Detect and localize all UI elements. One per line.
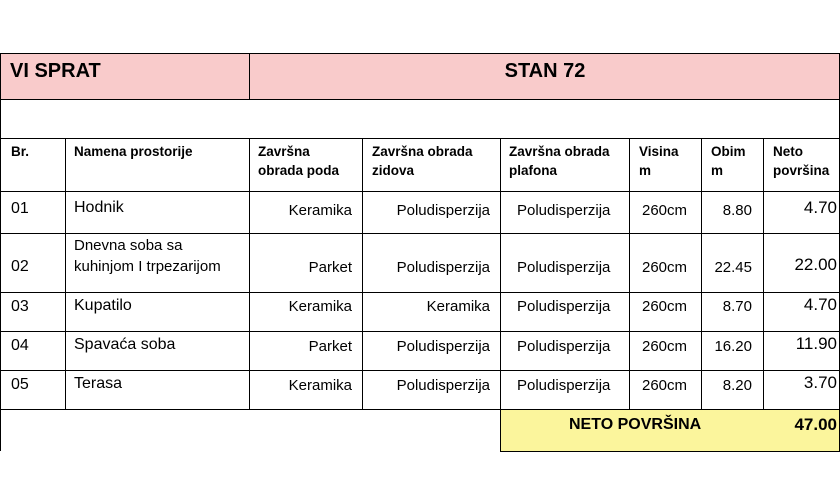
wall-finish: Poludisperzija <box>396 202 490 219</box>
floor-finish: Keramika <box>288 202 352 219</box>
height-value: 260cm <box>642 202 688 219</box>
room-name: Spavaća soba <box>74 336 176 353</box>
area-value: 4.70 <box>803 295 837 314</box>
header-perimeter: Obim m <box>711 144 746 178</box>
height-value: 260cm <box>642 298 688 315</box>
floor-finish: Parket <box>308 338 352 355</box>
ceiling-finish: Poludisperzija <box>517 202 611 219</box>
perimeter-value: 22.45 <box>714 259 752 276</box>
area-value: 11.90 <box>795 334 837 353</box>
row-number: 04 <box>11 337 29 354</box>
height-value: 260cm <box>642 259 688 276</box>
total-label: NETO POVRŠINA <box>569 416 702 433</box>
floor-finish: Keramika <box>288 377 352 394</box>
ceiling-finish: Poludisperzija <box>517 338 611 355</box>
room-name: Dnevna soba sa kuhinjom I trpezarijom <box>74 237 221 275</box>
ceiling-finish: Poludisperzija <box>517 377 611 394</box>
header-height: Visina m <box>639 144 679 178</box>
header-room-purpose: Namena prostorije <box>74 144 193 159</box>
apartment-title: STAN 72 <box>504 60 586 82</box>
height-value: 260cm <box>642 338 688 355</box>
perimeter-value: 8.20 <box>722 377 752 394</box>
area-value: 22.00 <box>794 255 837 274</box>
perimeter-value: 8.80 <box>722 202 752 219</box>
wall-finish: Poludisperzija <box>396 338 490 355</box>
row-number: 05 <box>11 376 29 393</box>
header-wall-finish: Završna obrada zidova <box>372 144 473 178</box>
wall-finish: Poludisperzija <box>396 259 490 276</box>
row-number: 01 <box>11 200 29 217</box>
ceiling-finish: Poludisperzija <box>517 259 611 276</box>
ceiling-finish: Poludisperzija <box>517 298 611 315</box>
room-name: Terasa <box>74 375 123 392</box>
wall-finish: Keramika <box>426 298 490 315</box>
height-value: 260cm <box>642 377 688 394</box>
wall-finish: Poludisperzija <box>396 377 490 394</box>
area-value: 4.70 <box>803 198 837 217</box>
header-number: Br. <box>11 144 30 159</box>
floor-finish: Keramika <box>288 298 352 315</box>
header-net-area: Neto površina <box>773 144 830 178</box>
area-value: 3.70 <box>803 373 837 392</box>
row-number: 02 <box>11 258 29 275</box>
row-number: 03 <box>11 298 29 315</box>
total-value: 47.00 <box>794 415 837 434</box>
perimeter-value: 16.20 <box>714 338 752 355</box>
floor-finish: Parket <box>308 259 352 276</box>
header-floor-finish: Završna obrada poda <box>258 144 340 178</box>
room-name: Kupatilo <box>74 297 132 314</box>
perimeter-value: 8.70 <box>722 298 752 315</box>
room-name: Hodnik <box>74 199 124 216</box>
header-ceiling-finish: Završna obrada plafona <box>509 144 610 178</box>
floor-title: VI SPRAT <box>10 60 101 82</box>
